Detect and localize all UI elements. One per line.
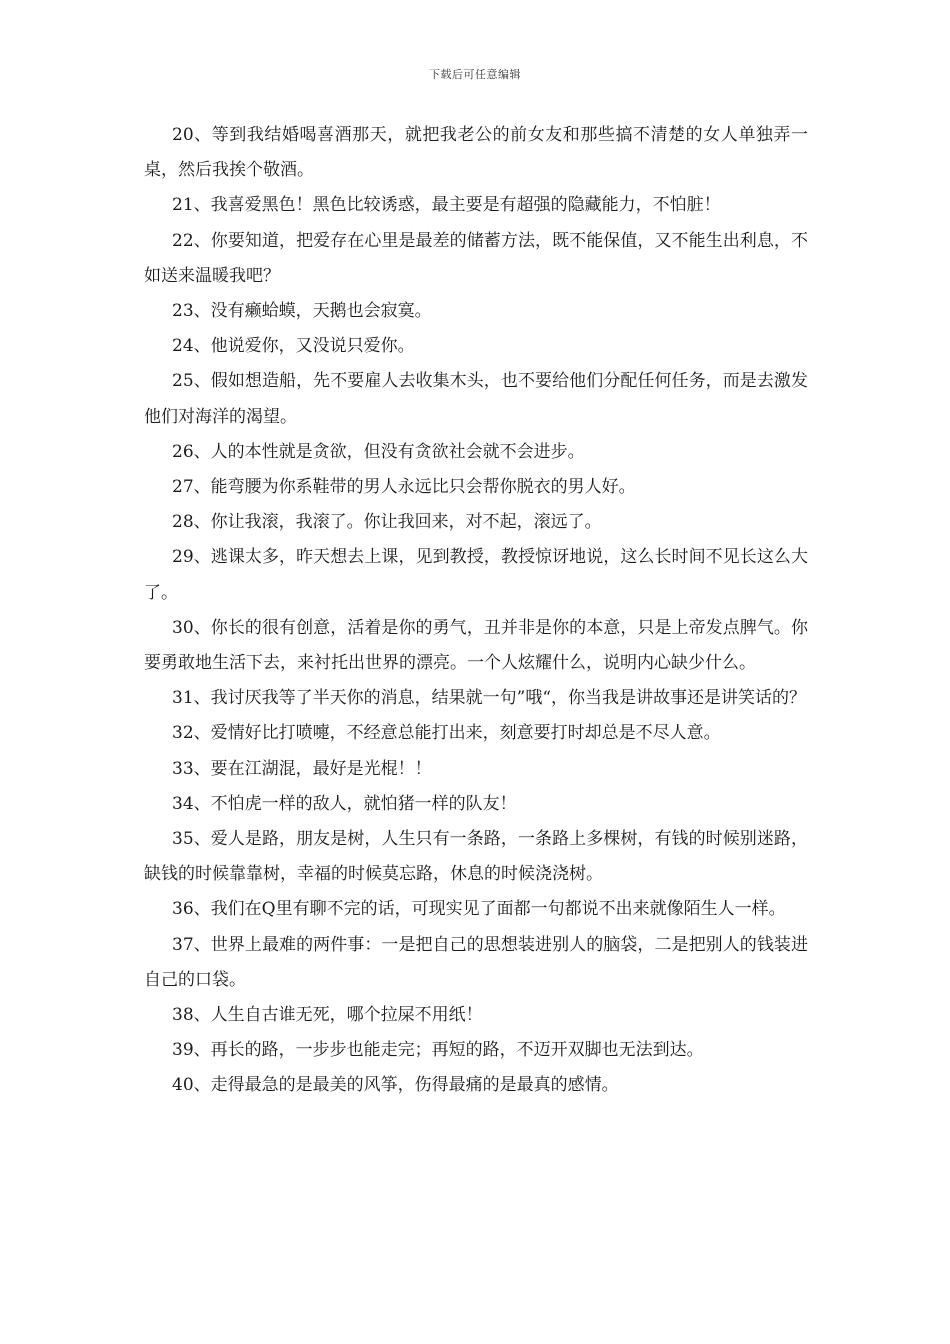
paragraph-20: 20、等到我结婚喝喜酒那天，就把我老公的前女友和那些搞不清楚的女人单独弄一桌，然后我挨个敬酒。	[144, 125, 808, 181]
paragraph-35: 35、爱人是路，朋友是树，人生只有一条路，一条路上多棵树，有钱的时候别迷路，缺钱的时候靠靠树，幸福的时候莫忘路，休息的时候浇浇树。	[144, 829, 808, 885]
page-header: 下载后可任意编辑	[429, 68, 521, 81]
paragraph-33: 33、要在江湖混，最好是光棍！！	[172, 758, 432, 779]
paragraph-22: 22、你要知道，把爱存在心里是最差的储蓄方法，既不能保值，又不能生出利息，不如送来温暖我吧？	[144, 230, 808, 286]
paragraph-31: 31、我讨厌我等了半天你的消息，结果就一句”哦“，你当我是讲故事还是讲笑话的？	[172, 688, 807, 709]
paragraph-32: 32、爱情好比打喷嚏，不经意总能打出来，刻意要打时却总是不尽人意。	[172, 723, 721, 744]
paragraph-30: 30、你长的很有创意，活着是你的勇气，丑并非是你的本意，只是上帝发点脾气。你要勇敢地生活下去，来衬托出世界的漂亮。一个人炫耀什么，说明内心缺少什么。	[144, 617, 808, 674]
paragraph-28: 28、你让我滚，我滚了。你让我回来，对不起，滚远了。	[172, 512, 602, 533]
paragraph-38: 38、人生自古谁无死，哪个拉屎不用纸！	[172, 1005, 483, 1026]
paragraph-27: 27、能弯腰为你系鞋带的男人永远比只会帮你脱衣的男人好。	[172, 477, 636, 498]
paragraph-36: 36、我们在Q里有聊不完的话，可现实见了面都一句都说不出来就像陌生人一样。	[172, 899, 786, 920]
paragraph-37: 37、世界上最难的两件事：一是把自己的思想装进别人的脑袋，二是把别人的钱装进自己的口袋。	[144, 934, 808, 990]
document-body	[144, 118, 808, 1104]
paragraph-26: 26、人的本性就是贪欲，但没有贪欲社会就不会进步。	[172, 441, 585, 462]
paragraph-25: 25、假如想造船，先不要雇人去收集木头，也不要给他们分配任何任务，而是去激发他们对海洋的渴望。	[144, 371, 808, 427]
paragraph-40: 40、走得最急的是最美的风筝，伤得最痛的是最真的感情。	[172, 1075, 619, 1096]
paragraph-23: 23、没有癞蛤蟆，天鹅也会寂寞。	[172, 301, 432, 322]
paragraph-34: 34、不怕虎一样的敌人，就怕猪一样的队友！	[172, 793, 517, 814]
paragraph-21: 21、我喜爱黑色！黑色比较诱惑，最主要是有超强的隐藏能力，不怕脏！	[172, 195, 721, 216]
paragraph-39: 39、再长的路，一步步也能走完；再短的路，不迈开双脚也无法到达。	[172, 1040, 704, 1061]
paragraph-29: 29、逃课太多，昨天想去上课，见到教授，教授惊讶地说，这么长时间不见长这么大了。	[144, 547, 808, 603]
paragraph-24: 24、他说爱你，又没说只爱你。	[172, 336, 415, 357]
